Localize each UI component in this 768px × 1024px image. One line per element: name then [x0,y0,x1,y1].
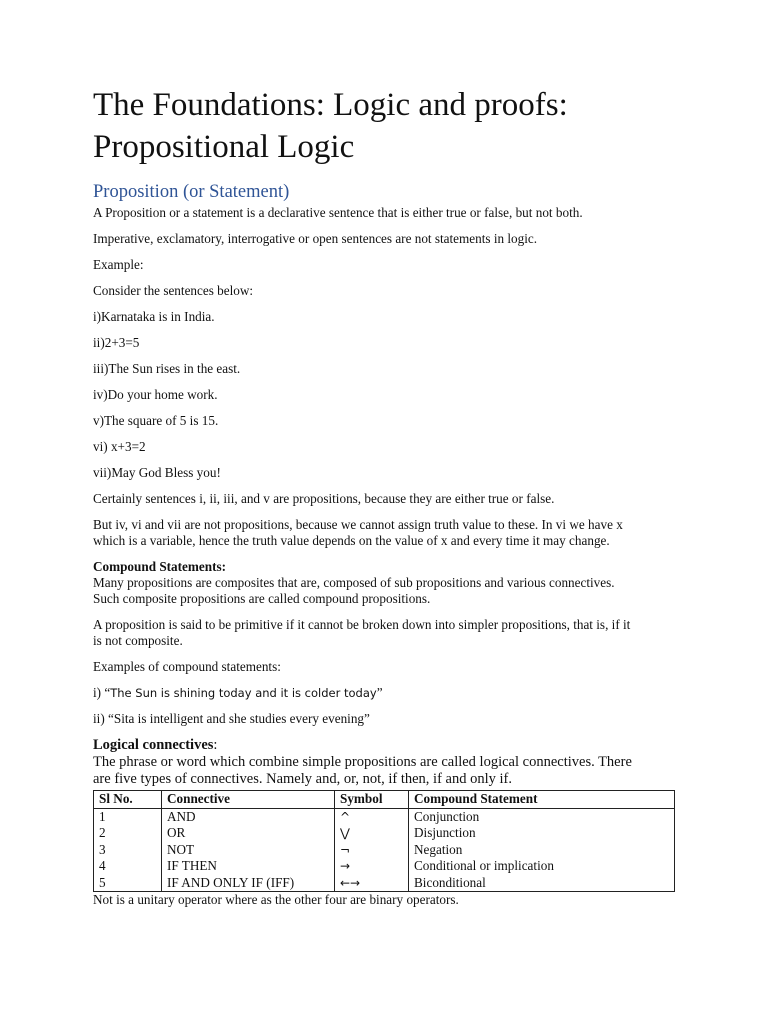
column-header-symbol: Symbol [335,791,409,809]
sentence-item: iv)Do your home work. [93,387,218,402]
compound-example-text: The Sun is shining today and it is colder today [110,686,377,700]
paragraph-compound [93,575,683,607]
document-content [93,84,683,908]
example-label: Example: [93,257,144,272]
compound-heading: Compound Statements: [93,559,226,574]
cell-compound-statement: Conjunction [409,808,675,825]
paragraph-line: Many propositions are composites that are, composed of sub propositions and various connectives. [93,575,615,590]
table-row [94,842,675,859]
quote-open: i) “ [93,685,111,700]
consider-label: Consider the sentences below: [93,283,254,298]
paragraph-primitive [93,617,683,649]
cell-connective: IF THEN [162,858,335,875]
table-row [94,858,675,875]
cell-sl-no: 3 [94,842,162,859]
cell-connective: NOT [162,842,335,859]
cell-sl-no: 2 [94,825,162,842]
column-header-sl-no: Sl No. [94,791,162,809]
cell-connective: IF AND ONLY IF (IFF) [162,875,335,892]
cell-connective: OR [162,825,335,842]
cell-connective: AND [162,808,335,825]
cell-symbol: → [335,858,409,875]
cell-sl-no: 5 [94,875,162,892]
cell-symbol: ^ [335,808,409,825]
table-row [94,825,675,842]
quote-close: ” [376,685,383,700]
table-row [94,808,675,825]
cell-symbol: ¬ [335,842,409,859]
sentence-item: v)The square of 5 is 15. [93,413,219,428]
cell-symbol: ⋁ [335,825,409,842]
document-title [93,84,683,168]
cell-sl-no: 1 [94,808,162,825]
sentence-item: i)Karnataka is in India. [93,309,215,324]
table-header-row [94,791,675,809]
footer-note: Not is a unitary operator where as the other four are binary operators. [93,892,459,907]
paragraph-line: Such composite propositions are called compound propositions. [93,591,431,606]
connectives-colon: : [213,737,218,753]
paragraph-not-propositions [93,517,683,549]
cell-compound-statement: Disjunction [409,825,675,842]
sentence-item: vii)May God Bless you! [93,465,221,480]
paragraph-line: The phrase or word which combine simple propositions are called logical connectives. There [93,754,632,770]
cell-compound-statement: Conditional or implication [409,858,675,875]
examples-compound-label: Examples of compound statements: [93,659,281,674]
connectives-table [93,790,675,892]
paragraph-line: But iv, vi and vii are not propositions, because we cannot assign truth value to these. In vi we have x [93,517,623,532]
compound-example-1 [93,685,683,701]
sentence-item: vi) x+3=2 [93,439,146,454]
cell-sl-no: 4 [94,858,162,875]
paragraph-connectives [93,754,683,788]
paragraph-imperative: Imperative, exclamatory, interrogative or open sentences are not statements in logic. [93,231,538,246]
cell-compound-statement: Negation [409,842,675,859]
cell-symbol: ←→ [335,875,409,892]
paragraph-certainly: Certainly sentences i, ii, iii, and v are propositions, because they are either true or false. [93,491,555,506]
column-header-connective: Connective [162,791,335,809]
paragraph-line: A proposition is said to be primitive if it cannot be broken down into simpler propositions, that is, if it [93,617,631,632]
table-row [94,875,675,892]
paragraph-line: are five types of connectives. Namely and, or, not, if then, if and only if. [93,771,512,787]
connectives-heading-line [93,737,683,754]
sentence-item: ii)2+3=5 [93,335,140,350]
cell-compound-statement: Biconditional [409,875,675,892]
connectives-heading: Logical connectives [93,737,214,753]
title-line-2: Propositional Logic [93,129,355,165]
sentence-item: iii)The Sun rises in the east. [93,361,241,376]
paragraph-definition: A Proposition or a statement is a declarative sentence that is either true or false, but not both. [93,205,583,220]
paragraph-line: is not composite. [93,633,183,648]
paragraph-line: which is a variable, hence the truth value depends on the value of x and every time it may change. [93,533,610,548]
column-header-compound-statement: Compound Statement [409,791,675,809]
compound-example-2: ii) “Sita is intelligent and she studies every evening” [93,711,370,726]
section-heading-proposition: Proposition (or Statement) [93,182,290,202]
title-line-1: The Foundations: Logic and proofs: [93,87,568,123]
